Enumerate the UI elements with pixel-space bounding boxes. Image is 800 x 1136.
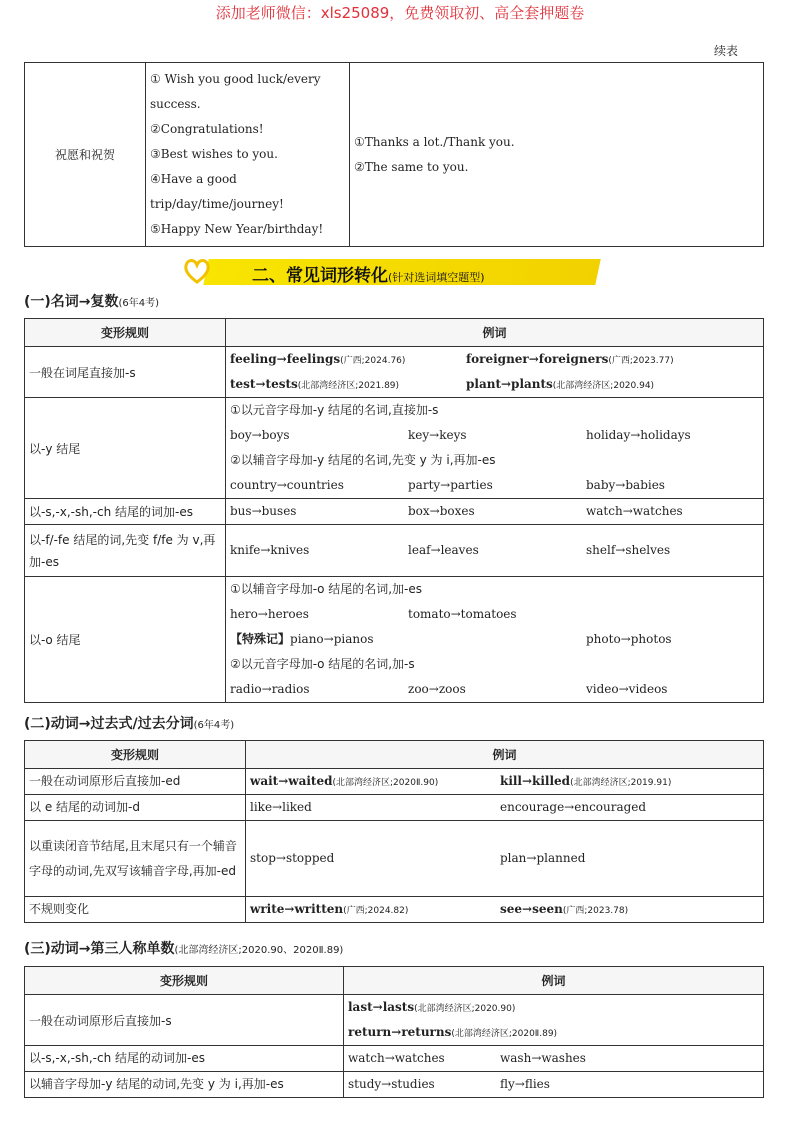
rule-cell: 以-s,-x,-sh,-ch 结尾的动词加-es xyxy=(25,1046,344,1072)
rule-note: ②以元音字母加-o 结尾的名词,加-s xyxy=(230,657,415,671)
section-banner xyxy=(182,256,602,286)
example-word: return→returns xyxy=(348,1025,452,1039)
example-word: key→keys xyxy=(408,428,467,442)
example-word: box→boxes xyxy=(408,504,475,518)
rule-cell: 一般在动词原形后直接加-ed xyxy=(25,769,246,795)
rule-note: ①以元音字母加-y 结尾的名词,直接加-s xyxy=(230,403,439,417)
rule-cell: 以辅音字母加-y 结尾的动词,先变 y 为 i,再加-es xyxy=(25,1072,344,1098)
section2-note: (6年4考) xyxy=(193,720,235,731)
table-row xyxy=(25,1046,764,1072)
example-word: baby→babies xyxy=(586,478,665,492)
section1-title-text: (一)名词→复数 xyxy=(24,294,119,310)
table-row xyxy=(25,347,764,398)
example-source: (北部湾经济区;2020.90) xyxy=(414,1004,516,1014)
table-row xyxy=(25,1072,764,1098)
section2-title xyxy=(24,713,234,733)
header-example: 例词 xyxy=(246,741,764,769)
example-source: (广西;2023.78) xyxy=(562,906,629,916)
table-row xyxy=(25,995,764,1046)
verb-third-person-table xyxy=(24,966,764,1098)
example-word: leaf→leaves xyxy=(408,543,479,557)
example-source: (北部湾经济区;2020Ⅱ.89) xyxy=(451,1029,558,1039)
header-rule: 变形规则 xyxy=(25,319,226,347)
example-word: wait→waited xyxy=(250,774,333,788)
header-example: 例词 xyxy=(344,967,764,995)
example-source: (广西;2024.76) xyxy=(340,356,406,366)
example-word: country→countries xyxy=(230,478,344,492)
section1-title xyxy=(24,291,159,311)
rule-cell: 不规则变化 xyxy=(25,897,246,923)
banner-title-text: 二、常见词形转化 xyxy=(252,266,388,286)
example-word: test→tests xyxy=(230,377,298,391)
section3-title xyxy=(24,938,343,958)
rule-cell: 以重读闭音节结尾,且末尾只有一个辅音字母的动词,先双写该辅音字母,再加-ed xyxy=(25,821,246,897)
example-word: stop→stopped xyxy=(250,851,335,865)
example-word: like→liked xyxy=(250,800,312,814)
table-row xyxy=(25,821,764,897)
example-word: shelf→shelves xyxy=(586,543,671,557)
response: ②The same to you. xyxy=(354,159,469,174)
greeting-expressions xyxy=(146,63,350,247)
example-word: holiday→holidays xyxy=(586,428,691,442)
example-word: video→videos xyxy=(586,682,668,696)
rule-note: ①以辅音字母加-o 结尾的名词,加-es xyxy=(230,582,423,596)
example-word: piano→pianos xyxy=(290,632,374,646)
rule-cell: 以-s,-x,-sh,-ch 结尾的词加-es xyxy=(25,499,226,525)
table-row xyxy=(25,897,764,923)
table-row xyxy=(25,499,764,525)
example-word: tomato→tomatoes xyxy=(408,607,517,621)
noun-plural-table xyxy=(24,318,764,703)
heart-icon xyxy=(182,256,212,286)
greeting-responses xyxy=(350,63,764,247)
example-word: zoo→zoos xyxy=(408,682,466,696)
example-word: fly→flies xyxy=(500,1077,550,1091)
example-word: radio→radios xyxy=(230,682,310,696)
continued-label: 续表 xyxy=(713,44,738,58)
example-word: last→lasts xyxy=(348,1000,415,1014)
example-source: (北部湾经济区;2021.89) xyxy=(297,381,400,391)
rule-cell: 一般在动词原形后直接加-s xyxy=(25,995,344,1046)
example-word: encourage→encouraged xyxy=(500,800,647,814)
example-word: plant→plants xyxy=(466,377,553,391)
banner-subtitle: (针对选词填空题型) xyxy=(388,271,485,284)
example-word: feeling→feelings xyxy=(230,352,341,366)
verb-past-table xyxy=(24,740,764,923)
table-row xyxy=(25,525,764,577)
example-word: write→written xyxy=(250,902,344,916)
expression: ① Wish you good luck/every success. xyxy=(150,72,321,111)
rule-cell: 以-o 结尾 xyxy=(25,577,226,703)
example-word: photo→photos xyxy=(586,632,672,646)
header-example: 例词 xyxy=(226,319,764,347)
example-word: kill→killed xyxy=(500,774,571,788)
example-word: party→parties xyxy=(408,478,493,492)
example-word: boy→boys xyxy=(230,428,290,442)
example-word: watch→watches xyxy=(348,1051,445,1065)
greeting-table xyxy=(24,62,764,247)
banner-title xyxy=(252,261,485,286)
rule-cell: 以-f/-fe 结尾的词,先变 f/fe 为 v,再加-es xyxy=(25,525,226,577)
table-row xyxy=(25,577,764,703)
section2-title-text: (二)动词→过去式/过去分词 xyxy=(24,716,194,732)
example-source: (广西;2023.77) xyxy=(608,356,674,366)
example-word: watch→watches xyxy=(586,504,683,518)
expression: ⑤Happy New Year/birthday! xyxy=(150,222,324,236)
special-label: 【特殊记】 xyxy=(230,632,291,646)
header-rule: 变形规则 xyxy=(25,741,246,769)
expression: ②Congratulations! xyxy=(150,122,264,136)
table-row xyxy=(25,795,764,821)
example-word: hero→heroes xyxy=(230,607,309,621)
example-source: (广西;2024.82) xyxy=(343,906,409,916)
example-source: (北部湾经济区;2020.94) xyxy=(552,381,655,391)
table-row xyxy=(25,769,764,795)
example-word: plan→planned xyxy=(500,851,586,865)
rule-cell: 一般在词尾直接加-s xyxy=(25,347,226,398)
example-word: foreigner→foreigners xyxy=(466,352,609,366)
rule-cell: 以-y 结尾 xyxy=(25,398,226,499)
rule-note: ②以辅音字母加-y 结尾的名词,先变 y 为 i,再加-es xyxy=(230,453,496,467)
example-source: (北部湾经济区;2019.91) xyxy=(570,778,672,788)
section3-title-text: (三)动词→第三人称单数 xyxy=(24,941,175,957)
section3-note: (北部湾经济区;2020.90、2020Ⅱ.89) xyxy=(174,945,344,956)
example-source: (北部湾经济区;2020Ⅱ.90) xyxy=(332,778,439,788)
watermark-text: 添加老师微信：xls25089，免费领取初、高全套押题卷 xyxy=(215,4,585,22)
example-word: bus→buses xyxy=(230,504,297,518)
response: ①Thanks a lot./Thank you. xyxy=(354,134,515,149)
example-word: knife→knives xyxy=(230,543,310,557)
expression: ③Best wishes to you. xyxy=(150,147,278,161)
greeting-label: 祝愿和祝贺 xyxy=(25,63,146,247)
rule-cell: 以 e 结尾的动词加-d xyxy=(25,795,246,821)
table-row xyxy=(25,398,764,499)
example-word: study→studies xyxy=(348,1077,435,1091)
header-rule: 变形规则 xyxy=(25,967,344,995)
expression: ④Have a good trip/day/time/journey! xyxy=(150,172,284,211)
section1-note: (6年4考) xyxy=(118,298,160,309)
example-word: see→seen xyxy=(500,902,563,916)
example-word: wash→washes xyxy=(500,1051,586,1065)
